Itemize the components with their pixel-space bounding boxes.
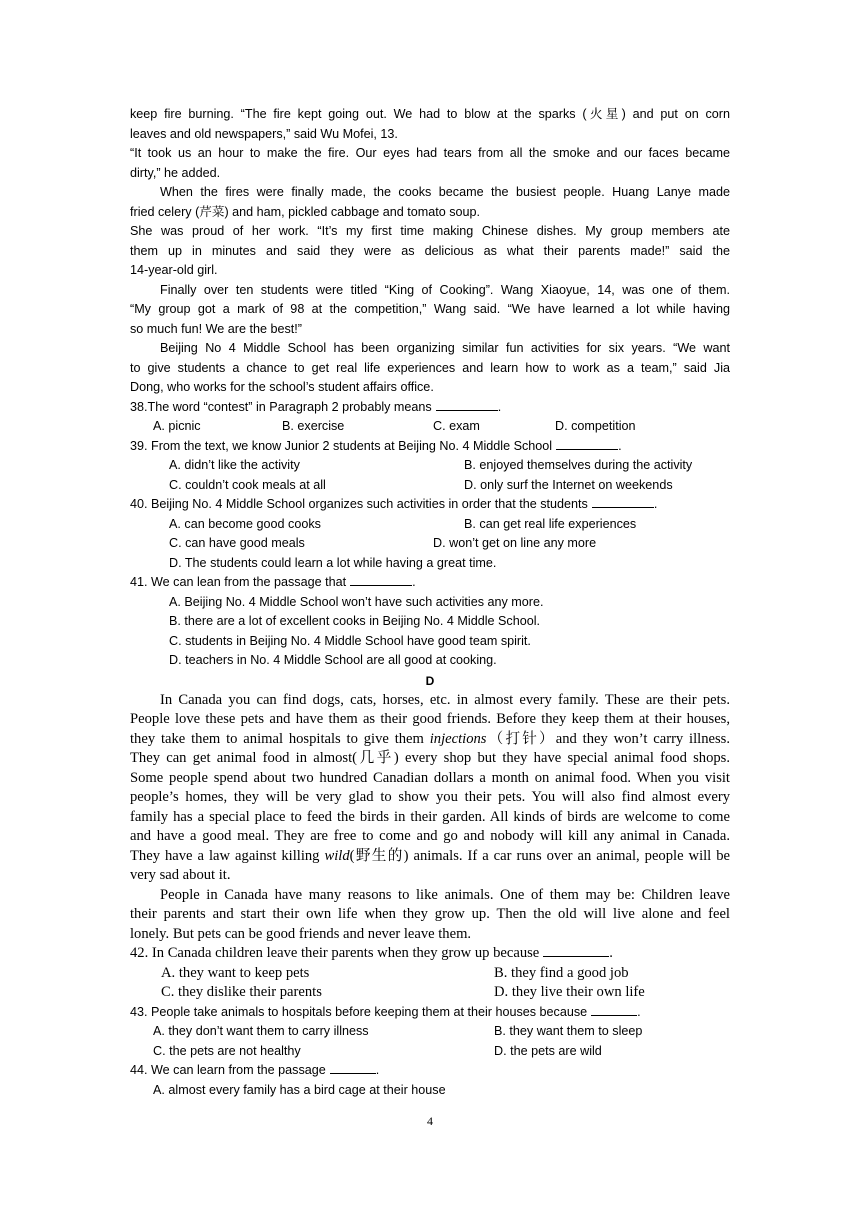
answer-blank [543, 944, 609, 957]
option-a: A. didn’t like the activity [169, 458, 300, 472]
answer-blank [556, 437, 618, 450]
answer-blank [592, 495, 654, 508]
option-c: C. the pets are not healthy [153, 1043, 301, 1058]
question-44 [130, 1061, 379, 1081]
passage-c-line: “It took us an hour to make the fire. Our eyes had tears from all the smoke and our faces became [130, 146, 730, 160]
question-43 [130, 1003, 641, 1023]
option-b: B. exercise [282, 419, 345, 433]
question-stem: 39. From the text, we know Junior 2 students at Beijing No. 4 Middle School [130, 438, 553, 453]
option-d: D. the pets are wild [494, 1043, 602, 1058]
option-a: A. almost every family has a bird cage at their house [153, 1082, 446, 1097]
question-stem: 44. We can learn from the passage [130, 1063, 326, 1077]
passage-c-line: Finally over ten students were titled “King of Cooking”. Wang Xiaoyue, 14, was one of them. [160, 282, 730, 297]
answer-blank [330, 1061, 376, 1074]
question-39 [130, 437, 622, 457]
option-b: B. enjoyed themselves during the activity [464, 458, 693, 472]
passage-d-line: and have a good meal. They are free to come and go and nobody will kill any animal in Canada. [130, 828, 730, 844]
passage-d-line [130, 847, 730, 867]
option-d: D. they live their own life [494, 984, 645, 1000]
italic-word: wild [324, 847, 350, 864]
passage-d-line: lonely. But pets can be good friends and never leave them. [130, 925, 472, 942]
passage-d-line: their parents and start their own life when they grow up. Then the old will live alone and feel [130, 906, 730, 922]
option-c: C. can have good meals [169, 536, 305, 550]
passage-c-line: “My group got a mark of 98 at the competition,” Wang said. “We have learned a lot while having [130, 302, 730, 316]
answer-blank [591, 1003, 637, 1016]
question-40 [130, 495, 657, 515]
option-c: C. exam [433, 419, 480, 433]
section-title: D [425, 674, 435, 688]
option-d: D. only surf the Internet on weekends [464, 477, 673, 492]
option-a: A. can become good cooks [169, 516, 321, 531]
blank-end: . [618, 438, 622, 453]
question-stem: 41. We can lean from the passage that [130, 575, 347, 589]
passage-d-line: In Canada you can find dogs, cats, horses, etc. in almost every family. These are their pets. [160, 691, 730, 708]
passage-c-line: dirty,” he added. [130, 165, 221, 180]
option-b: B. they find a good job [494, 964, 629, 981]
passage-c-line: Beijing No 4 Middle School has been organizing similar fun activities for six years. “We want [160, 341, 730, 355]
passage-d-line [130, 730, 730, 750]
option-c: C. students in Beijing No. 4 Middle School have good team spirit. [169, 633, 531, 648]
question-42 [130, 944, 613, 964]
option-a: A. Beijing No. 4 Middle School won’t have such activities any more. [169, 594, 544, 609]
passage-d-line: family has a special place to feed the birds in their garden. All kinds of birds are welcome to come [130, 808, 730, 825]
passage-c-line: Dong, who works for the school’s student affairs office. [130, 380, 434, 394]
option-b: B. there are a lot of excellent cooks in Beijing No. 4 Middle School. [169, 614, 541, 628]
option-a: A. picnic [153, 419, 201, 433]
option-a: A. they want to keep pets [161, 964, 310, 981]
option-d: D. competition [555, 419, 636, 433]
text-segment: (野生的) animals. If a car runs over an animal, people will be [349, 847, 730, 864]
passage-c-line: fried celery (芹菜) and ham, pickled cabbage and tomato soup. [130, 204, 481, 219]
option-b: B. can get real life experiences [464, 516, 637, 531]
option-b: B. they want them to sleep [494, 1024, 643, 1038]
passage-d-line: people’s homes, they will be very glad to show you their pets. You will also find almost every [130, 789, 730, 805]
passage-c-line: to give students a chance to get real life experiences and learn how to work as a team,” said Jia [130, 360, 730, 375]
answer-blank [350, 573, 412, 586]
passage-c-line: leaves and old newspapers,” said Wu Mofei, 13. [130, 126, 398, 141]
option-d: D. won’t get on line any more [433, 536, 597, 550]
option-a: A. they don’t want them to carry illness [153, 1024, 369, 1038]
passage-d-line: People love these pets and have them as their good friends. Before they keep them at their houses, [130, 711, 730, 727]
text-segment: （打针）and they won’t carry illness. [486, 730, 730, 747]
italic-word: injections [429, 730, 487, 747]
question-stem: 38.The word “contest” in Paragraph 2 probably means [130, 399, 432, 414]
blank-end: . [637, 1004, 641, 1019]
blank-end: . [497, 399, 502, 414]
passage-c-line: so much fun! We are the best!” [130, 321, 302, 336]
passage-c-line: 14-year-old girl. [130, 263, 218, 277]
blank-end: . [375, 1063, 380, 1077]
option-e: D. The students could learn a lot while having a great time. [169, 555, 497, 570]
passage-c-line: She was proud of her work. “It’s my first time making Chinese dishes. My group members ate [130, 224, 730, 238]
text-segment: They have a law against killing [130, 847, 320, 864]
question-41 [130, 573, 416, 593]
passage-d-line: Some people spend about two hundred Canadian dollars a month on animal food. When you visit [130, 769, 730, 786]
question-stem: 43. People take animals to hospitals before keeping them at their houses because [130, 1004, 588, 1019]
question-38 [130, 398, 501, 418]
passage-c-line: When the fires were finally made, the cooks became the busiest people. Huang Lanye made [160, 185, 730, 199]
question-stem: 40. Beijing No. 4 Middle School organizes such activities in order that the students [130, 497, 588, 511]
passage-d-line: People in Canada have many reasons to like animals. One of them may be: Children leave [160, 886, 730, 903]
answer-blank [436, 398, 498, 411]
blank-end: . [609, 945, 613, 961]
option-c: C. they dislike their parents [161, 984, 322, 1000]
passage-d-line: very sad about it. [130, 867, 231, 883]
blank-end: . [653, 497, 658, 511]
passage-d-line: They can get animal food in almost(几乎) every shop but they have special animal food shops. [130, 750, 730, 766]
text-segment: they take them to animal hospitals to give them [130, 730, 424, 747]
option-d: D. teachers in No. 4 Middle School are all good at cooking. [169, 653, 497, 667]
option-c: C. couldn’t cook meals at all [169, 477, 326, 492]
passage-c-line: keep fire burning. “The fire kept going out. We had to blow at the sparks (火星) and put on corn [130, 107, 730, 121]
passage-c-line: them up in minutes and said they were as delicious as what their parents made!” said the [130, 243, 730, 258]
blank-end: . [412, 575, 416, 589]
question-stem: 42. In Canada children leave their parents when they grow up because [130, 945, 540, 961]
page-number: 4 [427, 1114, 433, 1128]
